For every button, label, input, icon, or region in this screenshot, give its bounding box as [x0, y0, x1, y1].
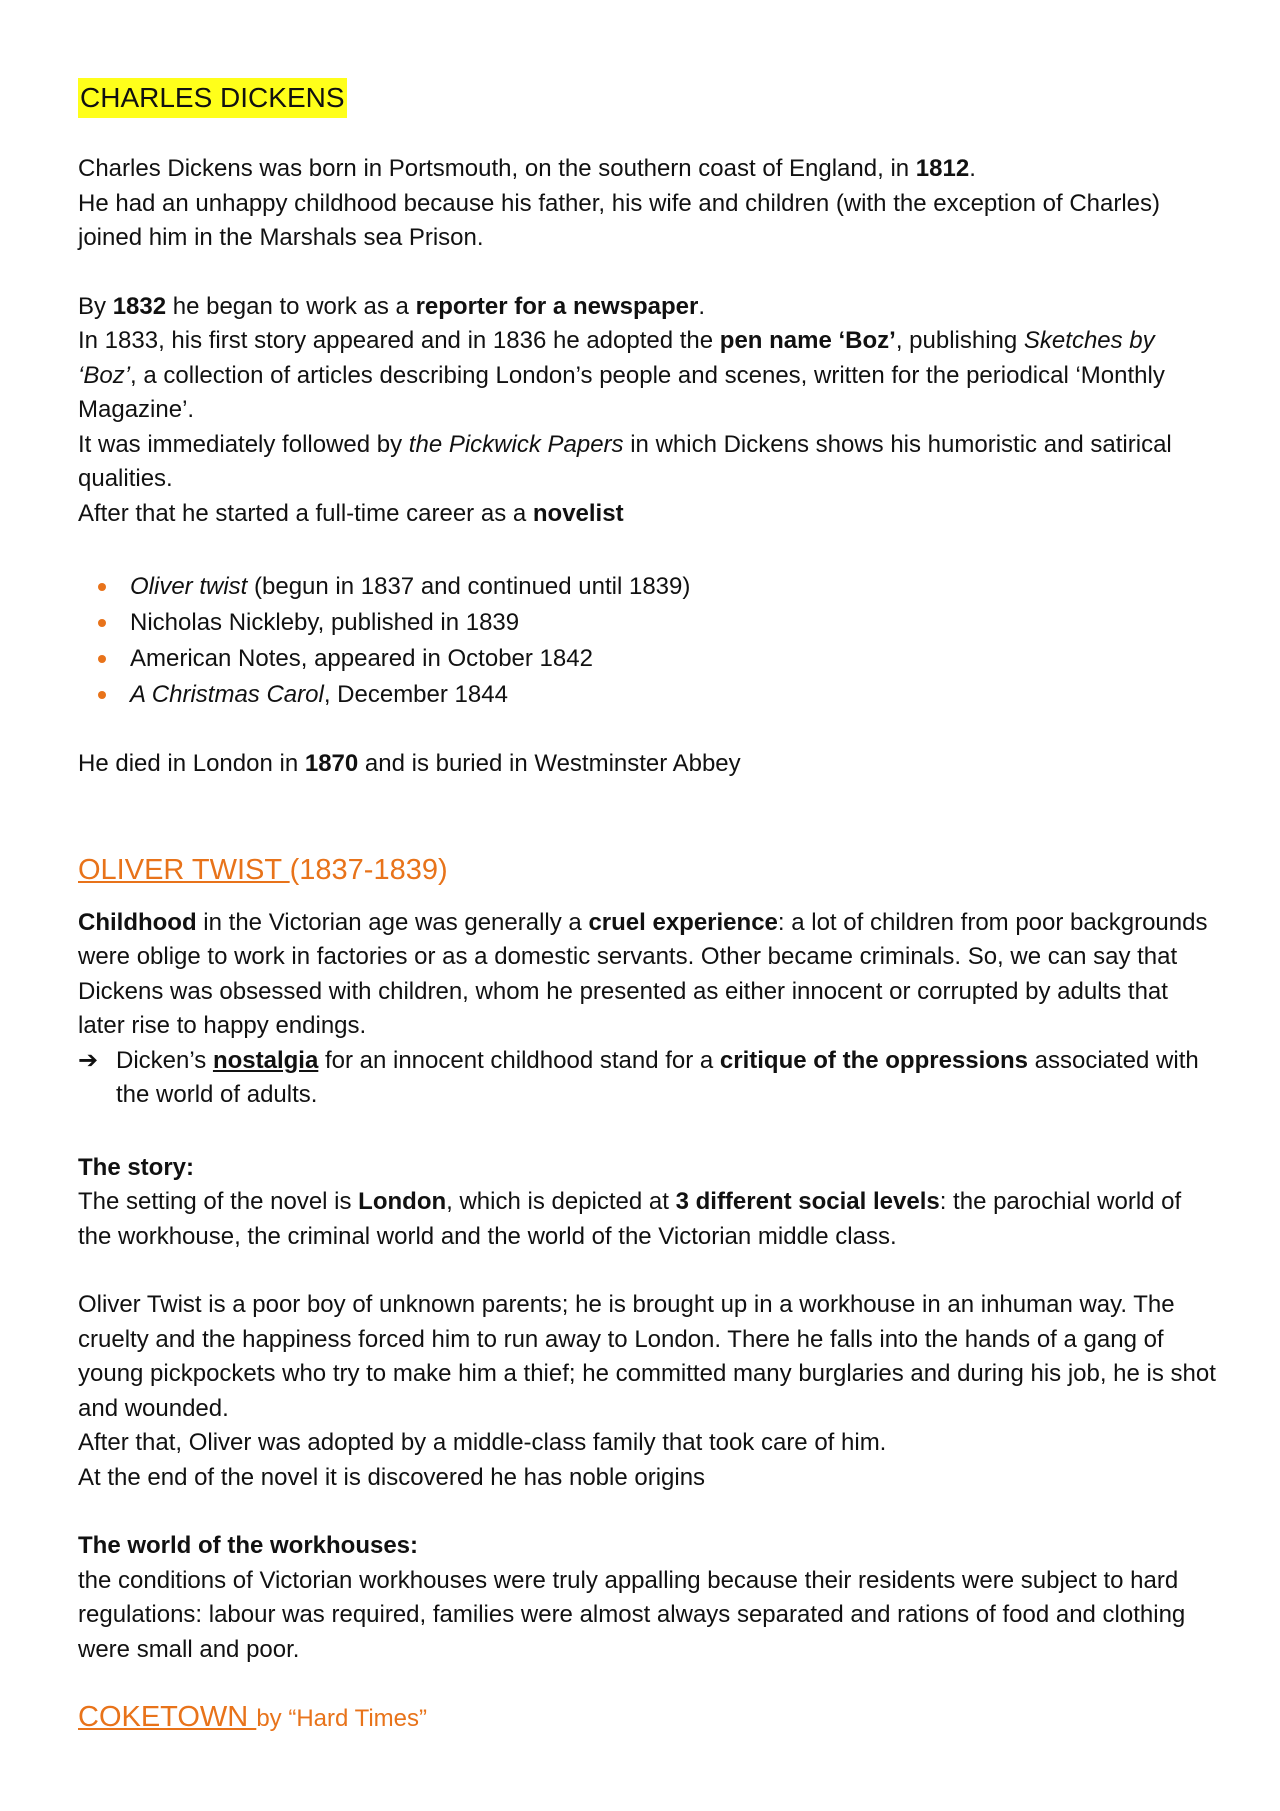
workhouses-heading: The world of the workhouses: — [78, 1532, 419, 1559]
intro-paragraph-childhood: He had an unhappy childhood because his father, his wife and children (with the exception of Charles) joined him in the Marshals sea Prison. — [78, 189, 1161, 251]
career-reporter: By 1832 he began to work as a reporter for a newspaper. — [78, 292, 705, 320]
list-item: Nicholas Nickleby, published in 1839 — [78, 605, 1218, 641]
story-setting: The setting of the novel is London, which is depicted at 3 different social levels: the parochial world of the workhouse, the criminal world and the world of the Victorian middle class. — [78, 1188, 1182, 1250]
career-pen-name: In 1833, his first story appeared and in 1836 he adopted the pen name ‘Boz’, publishing Sketches by ‘Boz’, a collection of articles describing London’s people and scenes, written for the periodical ‘Monthly Magazine’. — [78, 327, 1165, 423]
workhouses-text: the conditions of Victorian workhouses were truly appalling because their residents were subject to hard regulations: labour was required, families were almost always separated and rations of food and clothing were small and poor. — [78, 1566, 1186, 1663]
bullet-icon — [98, 583, 106, 591]
death-paragraph: He died in London in 1870 and is buried in Westminster Abbey — [78, 750, 741, 777]
section-title-oliver-twist: OLIVER TWIST (1837-1839) — [78, 853, 448, 886]
story-origins: At the end of the novel it is discovered he has noble origins — [78, 1463, 706, 1491]
bullet-icon — [98, 619, 106, 627]
bullet-icon — [98, 691, 106, 699]
bullet-icon — [98, 655, 106, 663]
career-novelist: After that he started a full-time career as a novelist — [78, 499, 624, 527]
story-heading: The story: — [78, 1153, 195, 1181]
page-title: CHARLES DICKENS — [78, 78, 347, 118]
list-item: A Christmas Carol, December 1844 — [78, 677, 1218, 713]
oliver-arrow-point: ➔ Dicken’s nostalgia for an innocent childhood stand for a critique of the oppressions associated with the world of adults. — [78, 1044, 1218, 1113]
list-item: American Notes, appeared in October 1842 — [78, 641, 1218, 677]
intro-paragraph-birth: Charles Dickens was born in Portsmouth, on the southern coast of England, in 1812. — [78, 155, 976, 182]
story-plot: Oliver Twist is a poor boy of unknown parents; he is brought up in a workhouse in an inhuman way. The cruelty and the happiness forced him to run away to London. There he falls into the hands of a gang of young pickpockets who try to make him a thief; he committed many burglaries and during his job, he is shot and wounded. — [78, 1291, 1216, 1422]
oliver-childhood-paragraph: Childhood in the Victorian age was generally a cruel experience: a lot of children from poor backgrounds were oblige to work in factories or as a domestic servants. Other became criminals. So, we can say that Dickens was obsessed with children, whom he presented as either innocent or corrupted by adults that later rise to happy endings. — [78, 908, 1208, 1039]
section-title-coketown: COKETOWN by “Hard Times” — [78, 1701, 428, 1733]
works-list — [78, 569, 1218, 713]
story-adoption: After that, Oliver was adopted by a middle-class family that took care of him. — [78, 1429, 887, 1456]
career-pickwick: It was immediately followed by the Pickwick Papers in which Dickens shows his humoristic and satirical qualities. — [78, 430, 1172, 492]
document-content — [78, 68, 1218, 1739]
arrow-right-icon: ➔ — [78, 1046, 99, 1074]
list-item: Oliver twist (begun in 1837 and continued until 1839) — [78, 569, 1218, 605]
